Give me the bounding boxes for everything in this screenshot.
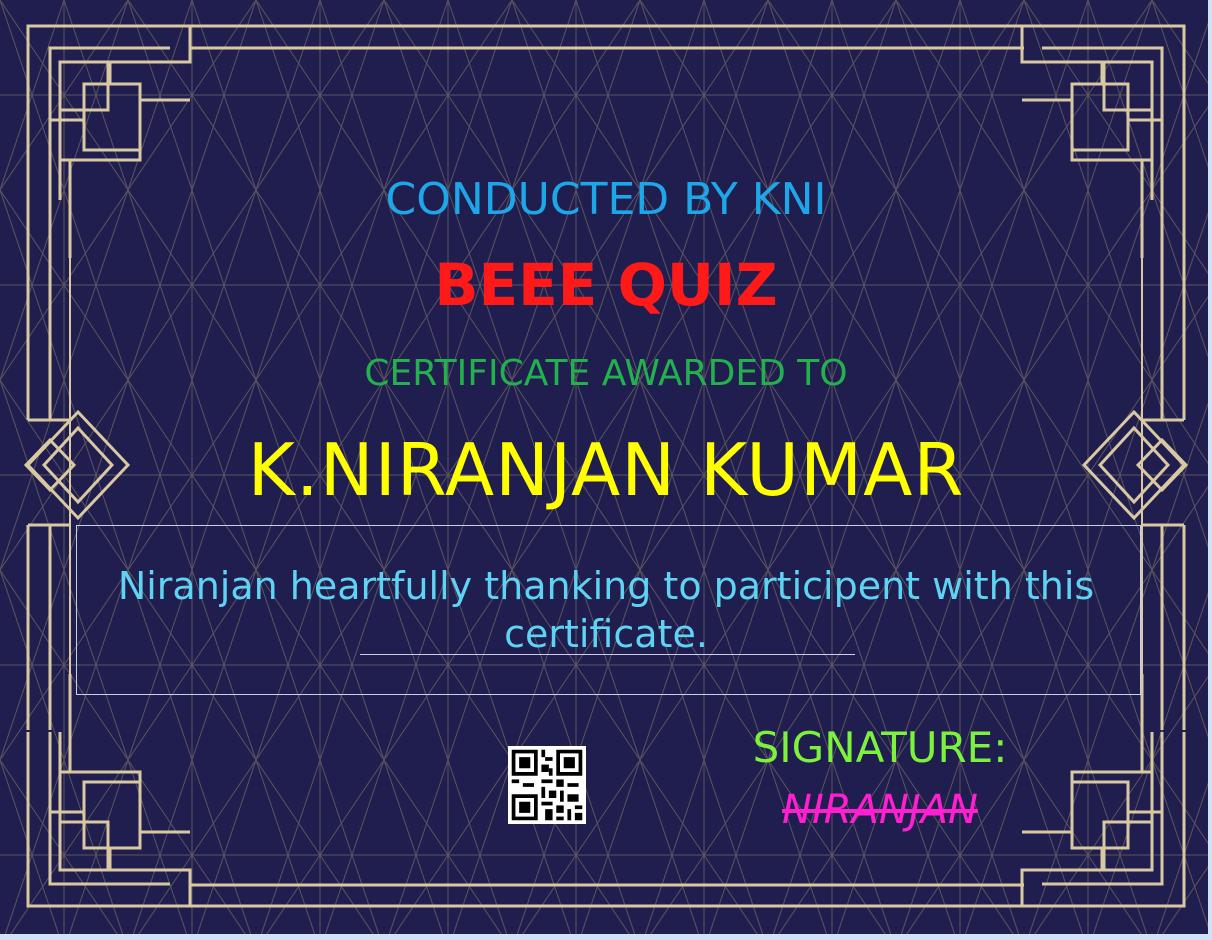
right-edge-strip <box>1208 0 1212 940</box>
awarded-line: CERTIFICATE AWARDED TO <box>364 353 848 394</box>
recipient-name: K.NIRANJAN KUMAR <box>247 428 965 512</box>
message-text: Niranjan heartfully thanking to participent with this certificate. <box>117 564 1095 656</box>
qr-code-icon <box>508 746 586 824</box>
organizer-line: CONDUCTED BY KNI <box>385 174 827 225</box>
signature-label: SIGNATURE: <box>752 723 1008 772</box>
event-title: BEEE QUIZ <box>434 251 778 319</box>
signature-name: NIRANJAN <box>782 787 978 833</box>
bottom-edge-strip <box>0 934 1212 940</box>
